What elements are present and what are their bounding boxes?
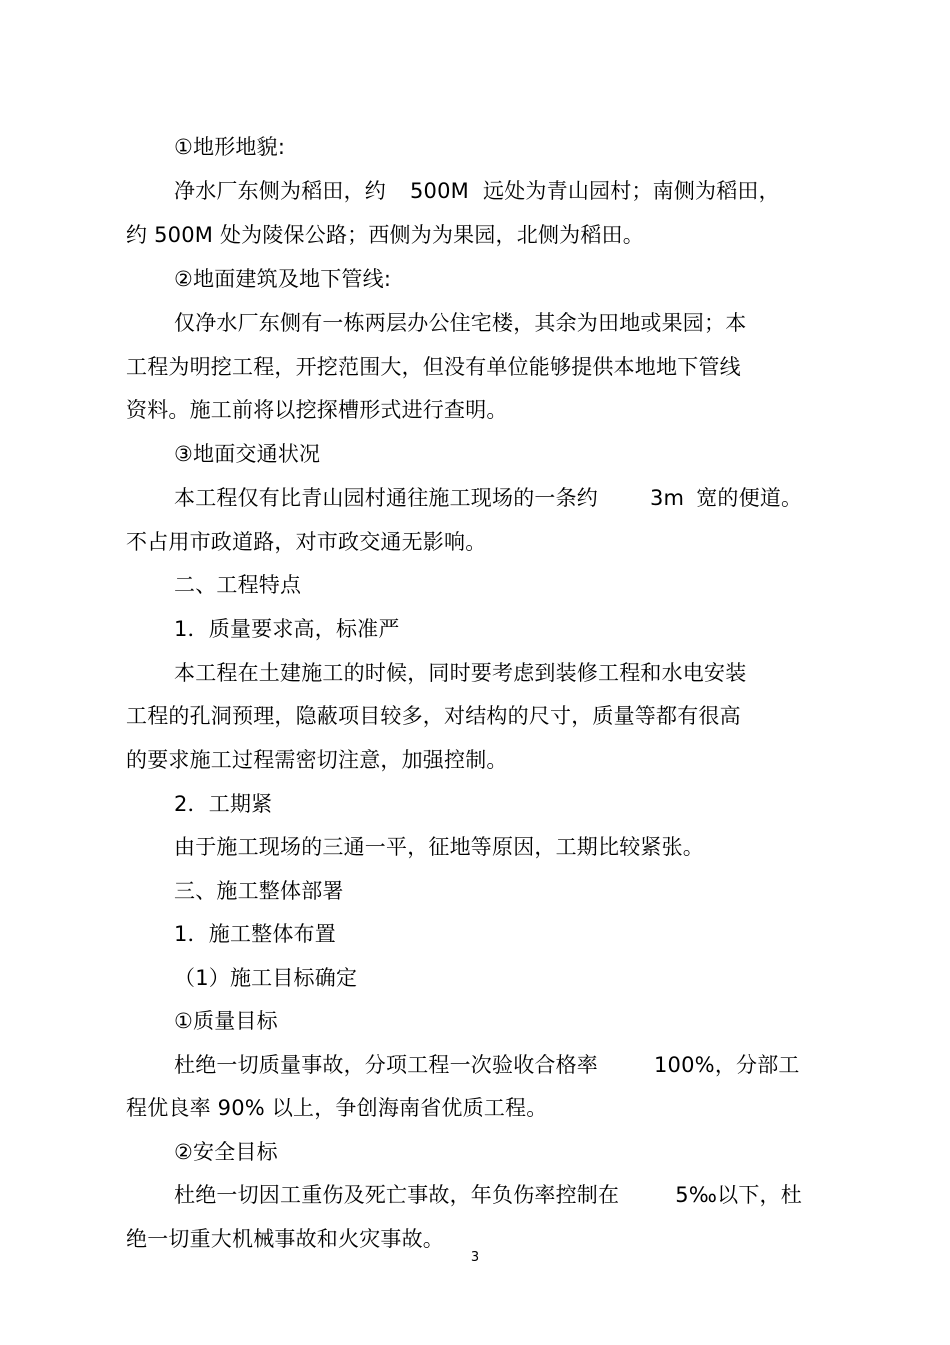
text-span: 100%，分部工 [654, 1053, 800, 1077]
section-heading: 二、工程特点 [174, 573, 302, 597]
text-span: 净水厂东侧为稻田，约 [174, 179, 386, 203]
heading-buildings-pipelines: ②地面建筑及地下管线: [174, 267, 392, 291]
paragraph-line: 工程为明挖工程，开挖范围大，但没有单位能够提供本地地下管线 [126, 355, 741, 379]
paragraph-line: 由于施工现场的三通一平，征地等原因，工期比较紧张。 [174, 835, 704, 859]
heading-safety-target: ②安全目标 [174, 1140, 278, 1164]
paragraph-line: 仅净水厂东侧有一栋两层办公住宅楼，其余为田地或果园；本 [174, 311, 747, 335]
subsection-heading: 1．施工整体布置 [174, 922, 336, 946]
heading-quality-target: ①质量目标 [174, 1009, 278, 1033]
paragraph-line: 本工程在土建施工的时候，同时要考虑到装修工程和水电安装 [174, 661, 747, 685]
paragraph-line: 绝一切重大机械事故和火灾事故。 [126, 1227, 444, 1251]
heading-terrain: ①地形地貌: [174, 135, 286, 159]
section-heading: 三、施工整体部署 [174, 879, 344, 903]
text-span: 远处为青山园村；南侧为稻田， [483, 179, 780, 203]
text-span: 3m [650, 486, 685, 510]
text-span: 500M [410, 179, 470, 203]
text-span: 5‰以下，杜 [675, 1183, 802, 1207]
paragraph-line [174, 1051, 874, 1079]
text-span: 宽的便道。 [696, 486, 803, 510]
heading-traffic: ③地面交通状况 [174, 442, 321, 466]
page-number: 3 [470, 1250, 480, 1265]
paragraph-line [174, 484, 874, 512]
subsection-heading: 1．质量要求高，标准严 [174, 617, 400, 641]
paragraph-line: 工程的孔洞预理，隐蔽项目较多，对结构的尺寸，质量等都有很高 [126, 704, 741, 728]
subsection-heading: 2．工期紧 [174, 792, 273, 816]
paragraph-line [174, 177, 874, 205]
subsection-heading: （1）施工目标确定 [174, 966, 358, 990]
paragraph-line: 不占用市政道路，对市政交通无影响。 [126, 530, 487, 554]
paragraph-line: 的要求施工过程需密切注意，加强控制。 [126, 748, 508, 772]
paragraph-line: 约 500M 处为陵保公路；西侧为为果园，北侧为稻田。 [126, 223, 644, 247]
paragraph-line [174, 1181, 874, 1209]
text-span: 杜绝一切质量事故，分项工程一次验收合格率 [174, 1053, 598, 1077]
paragraph-line: 资料。施工前将以挖探槽形式进行查明。 [126, 398, 508, 422]
text-span: 杜绝一切因工重伤及死亡事故，年负伤率控制在 [174, 1183, 620, 1207]
text-span: 本工程仅有比青山园村通往施工现场的一条约 [174, 486, 598, 510]
paragraph-line: 程优良率 90% 以上，争创海南省优质工程。 [126, 1096, 548, 1120]
